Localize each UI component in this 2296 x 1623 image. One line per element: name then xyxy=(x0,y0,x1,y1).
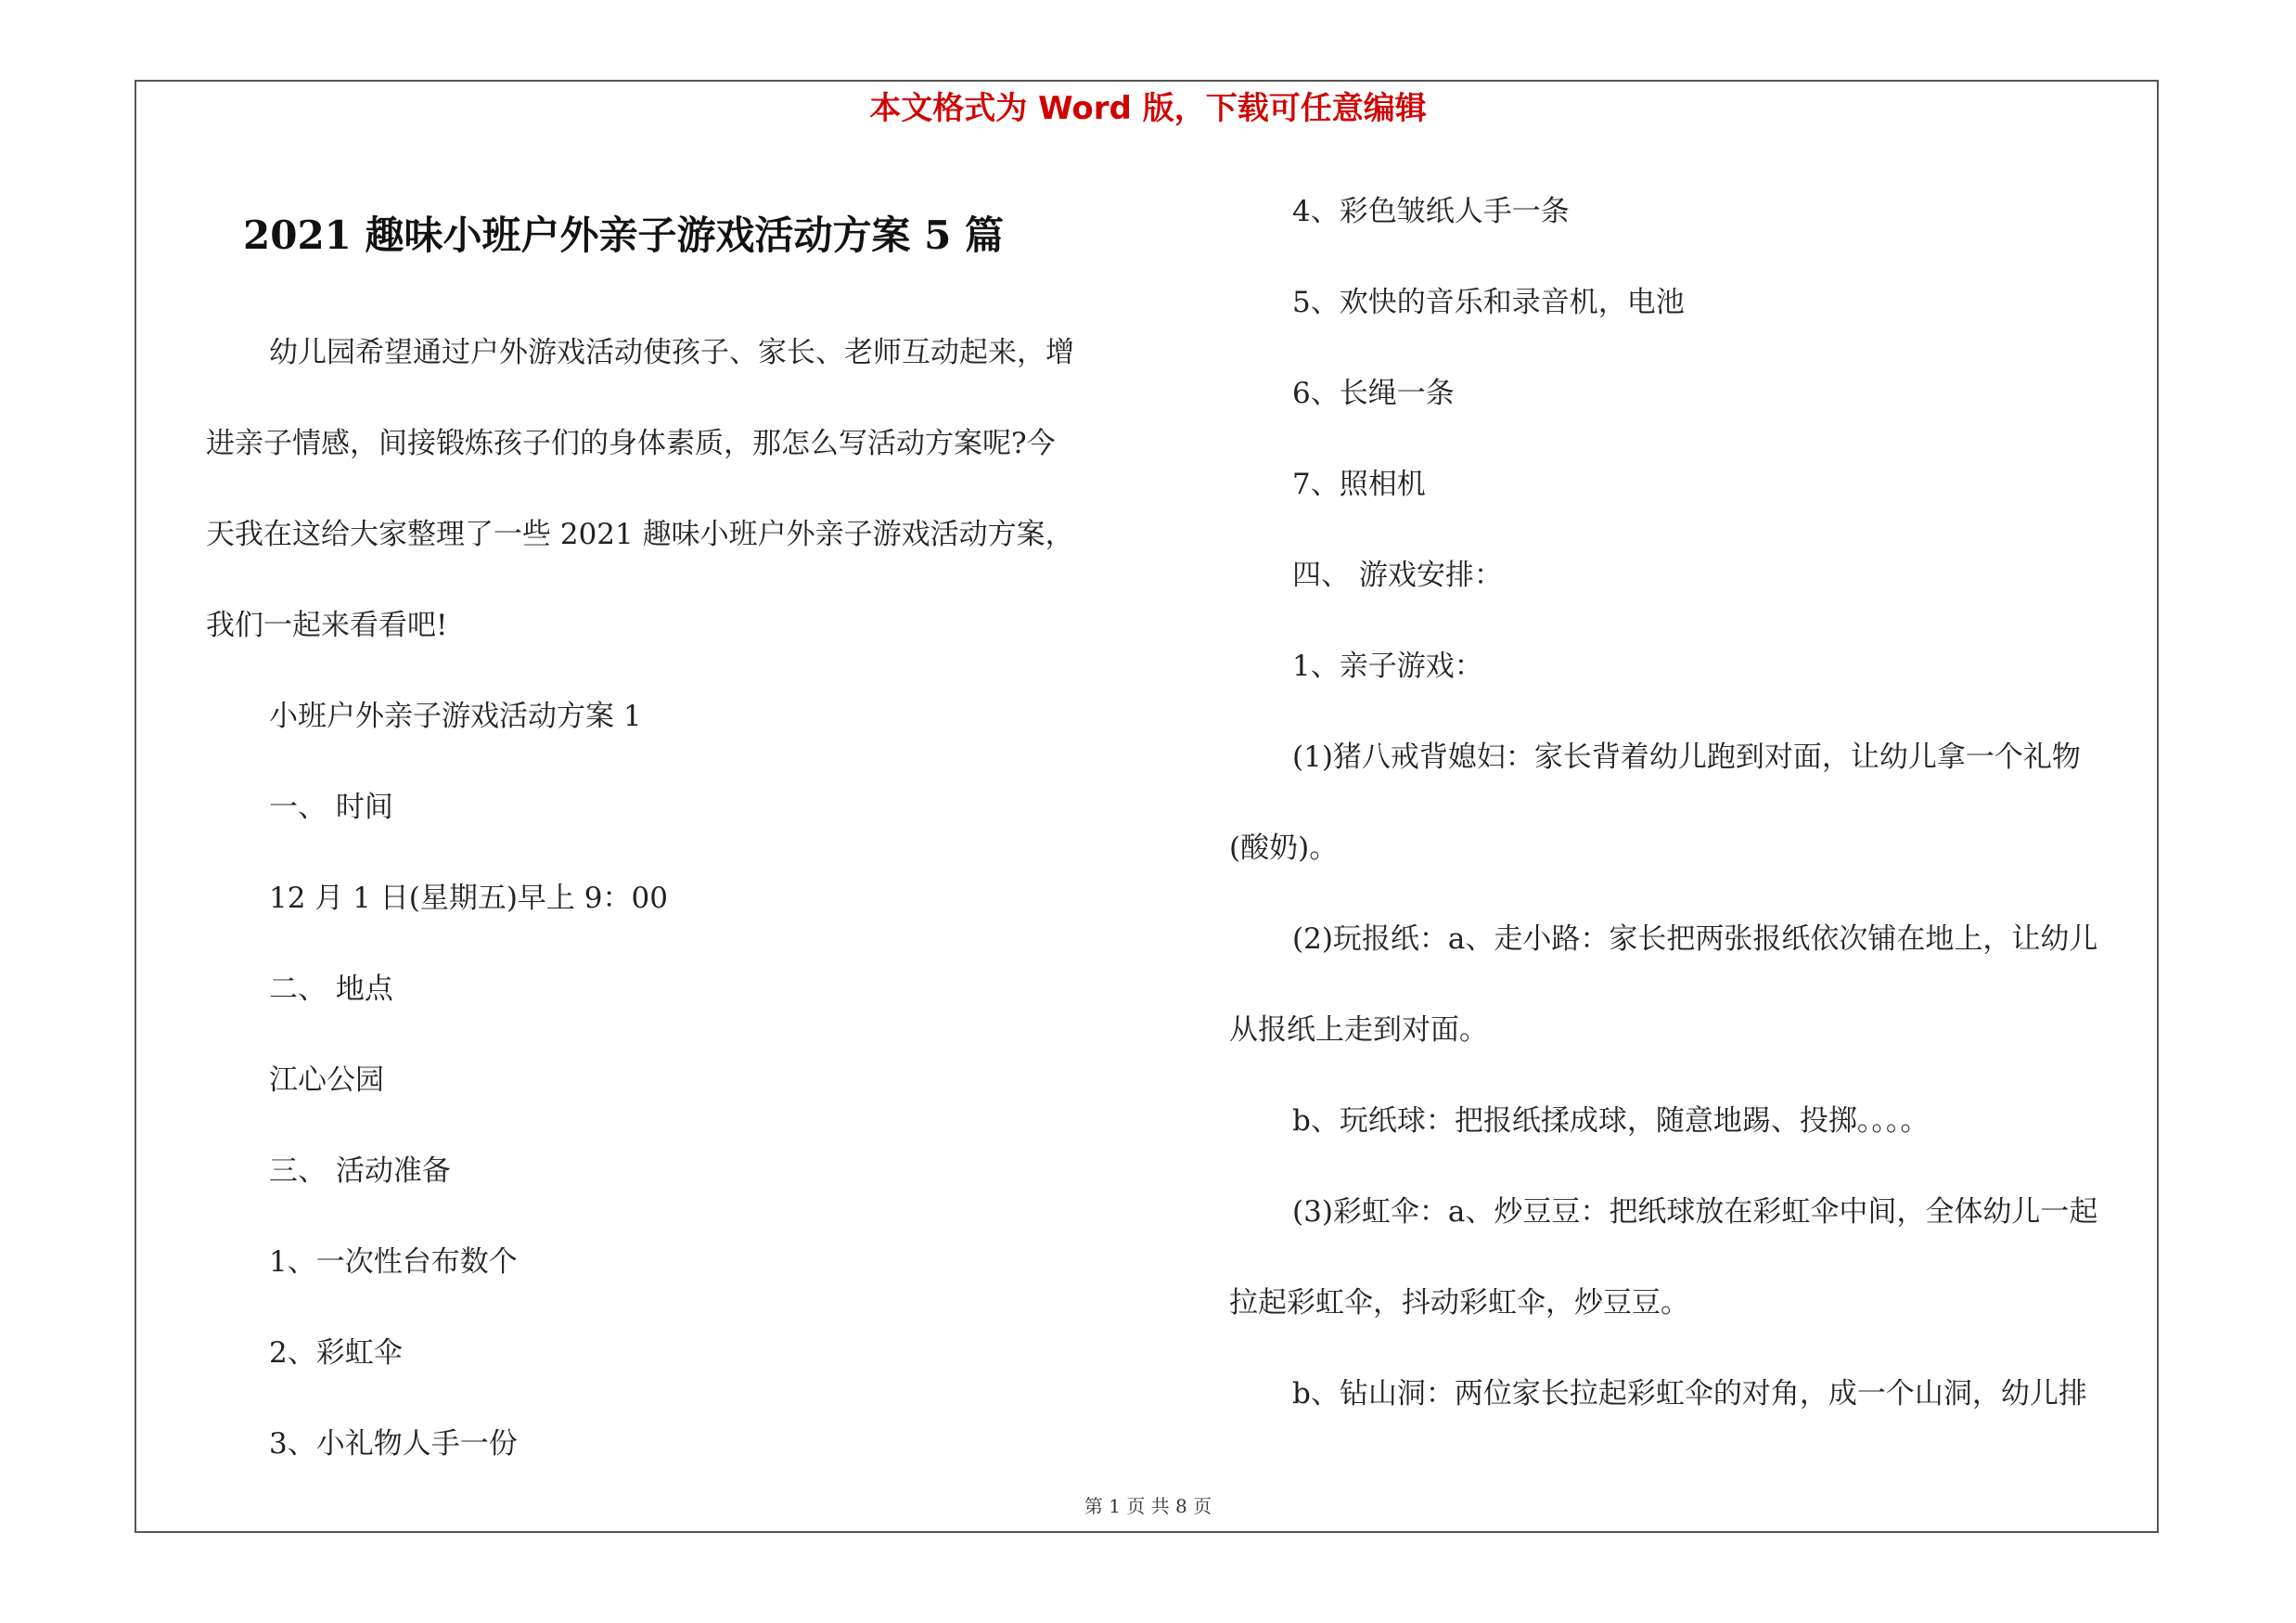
right-line-12: (3)彩虹伞：a、炒豆豆：把纸球放在彩虹伞中间，全体幼儿一起 xyxy=(1292,1195,2098,1229)
right-line-9: (2)玩报纸：a、走小路：家长把两张报纸依次铺在地上，让幼儿 xyxy=(1292,922,2098,956)
right-line-11: b、玩纸球：把报纸揉成球，随意地踢、投掷。。。。 xyxy=(1292,1104,1930,1138)
left-line-8: 二、 地点 xyxy=(269,973,393,1006)
right-line-8: (酸奶)。 xyxy=(1229,831,1339,865)
document-title: 2021 趣味小班户外亲子游戏活动方案 5 篇 xyxy=(243,213,1004,258)
right-line-10: 从报纸上走到对面。 xyxy=(1229,1013,1488,1047)
right-line-5: 四、 游戏安排： xyxy=(1292,559,1503,592)
right-line-1: 4、彩色皱纸人手一条 xyxy=(1292,195,1570,228)
left-line-2: 进亲子情感，间接锻炼孩子们的身体素质，那怎么写活动方案呢?今 xyxy=(206,427,1056,460)
word-format-banner: 本文格式为 Word 版，下载可任意编辑 xyxy=(869,90,1427,127)
right-line-3: 6、长绳一条 xyxy=(1292,377,1455,410)
page-border xyxy=(135,80,2159,1533)
left-line-12: 2、彩虹伞 xyxy=(269,1336,403,1370)
left-line-3: 天我在这给大家整理了一些 2021 趣味小班户外亲子游戏活动方案， xyxy=(206,518,1074,551)
left-line-9: 江心公园 xyxy=(269,1063,384,1097)
right-line-6: 1、亲子游戏： xyxy=(1292,650,1483,683)
page-number-footer: 第 1 页 共 8 页 xyxy=(1084,1495,1212,1517)
right-line-2: 5、欢快的音乐和录音机，电池 xyxy=(1292,286,1685,319)
left-line-4: 我们一起来看看吧! xyxy=(206,609,448,642)
left-line-1: 幼儿园希望通过户外游戏活动使孩子、家长、老师互动起来，增 xyxy=(269,336,1074,369)
left-line-5: 小班户外亲子游戏活动方案 1 xyxy=(269,700,642,733)
left-line-13: 3、小礼物人手一份 xyxy=(269,1427,518,1461)
right-line-13: 拉起彩虹伞，抖动彩虹伞，炒豆豆。 xyxy=(1229,1286,1689,1320)
left-line-6: 一、 时间 xyxy=(269,791,393,824)
right-line-4: 7、照相机 xyxy=(1292,468,1426,501)
right-line-14: b、钻山洞：两位家长拉起彩虹伞的对角，成一个山洞，幼儿排 xyxy=(1292,1377,2087,1410)
left-line-10: 三、 活动准备 xyxy=(269,1154,451,1188)
left-line-11: 1、一次性台布数个 xyxy=(269,1245,518,1279)
left-line-7: 12 月 1 日(星期五)早上 9：00 xyxy=(269,882,668,915)
right-line-7: (1)猪八戒背媳妇：家长背着幼儿跑到对面，让幼儿拿一个礼物 xyxy=(1292,741,2081,774)
